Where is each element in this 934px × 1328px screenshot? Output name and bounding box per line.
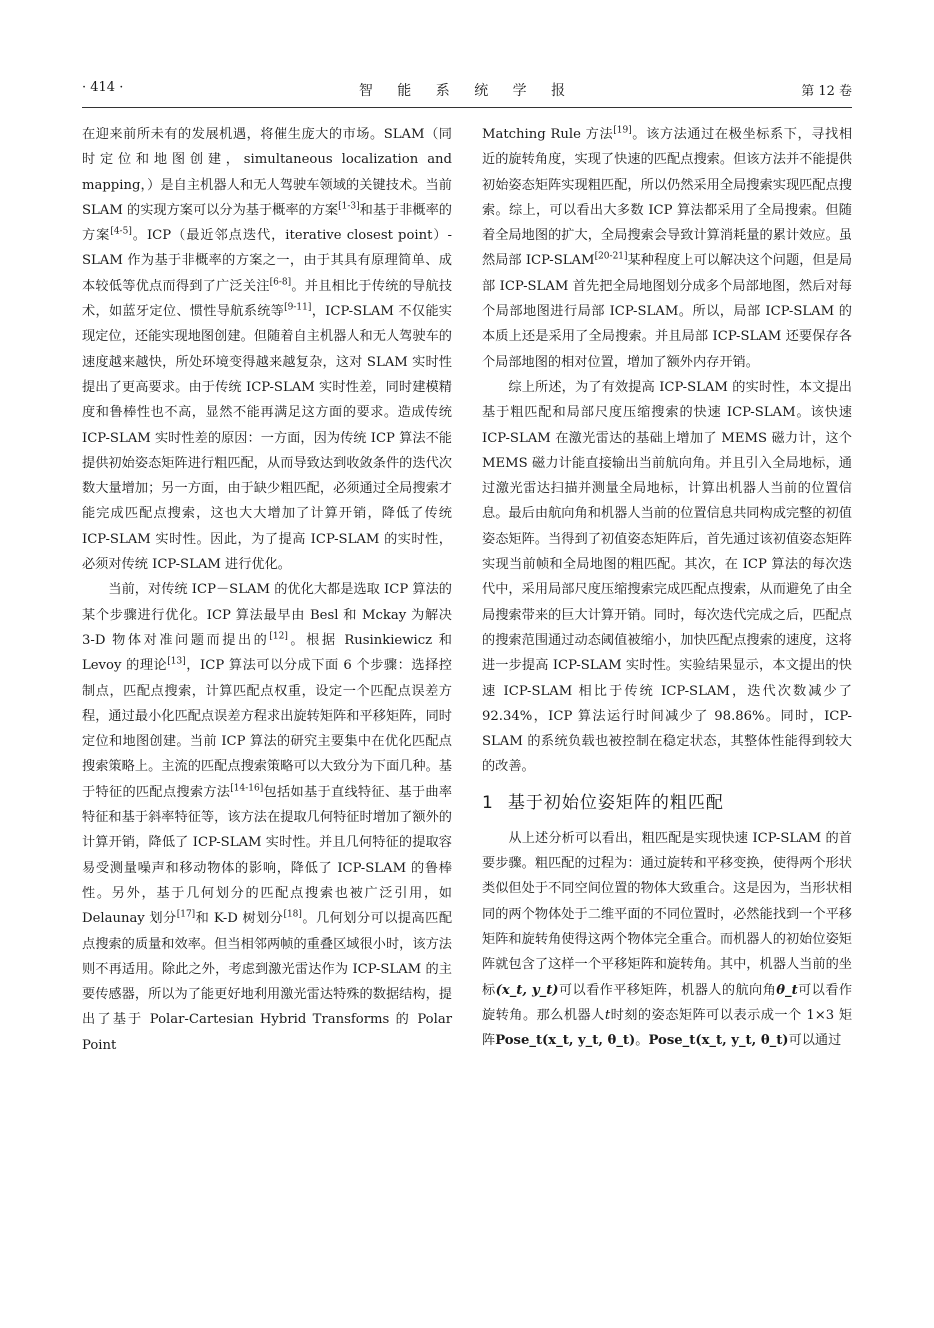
text-run: 和基于非概率的方案 bbox=[82, 202, 452, 244]
running-header bbox=[82, 80, 852, 104]
citation: [1-3] bbox=[338, 201, 360, 212]
paragraph-icp-optimization bbox=[82, 577, 452, 1058]
text-run: Matching Rule 方法 bbox=[482, 127, 614, 142]
text-run: 。几何划分可以提高匹配点搜索的质量和效率。但当相邻两帧的重叠区域很小时，该方法则不再适用。除此之外，考虑到激光雷达作为 ICP-SLAM 的主要传感器，所以为了能更好地利用激光雷达特殊的数据结构，提出了基于 Polar-Cartesian Hybrid Transforms 的 Polar Point bbox=[82, 911, 453, 1053]
paragraph-coarse-matching bbox=[482, 826, 852, 1054]
text-run: 在迎来前所未有的发展机遇，将催生庞大的市场。SLAM（同时定位和地图创建，simultaneous localization and mapping，）是自主机器人和无人驾驶车领域的关键技术。当前 SLAM 的实现方案可以分为基于概率的方案 bbox=[82, 127, 452, 218]
text-run: 和 K-D 树划分 bbox=[195, 911, 284, 927]
right-column bbox=[482, 122, 852, 1053]
text-run: ，ICP 算法可以分成下面 6 个步骤：选择控制点，匹配点搜索，计算匹配点权重，设定一个匹配点误差方程，通过最小化匹配点误差方程求出旋转矩阵和平移矩阵，同时定位和地图创建。当前 ICP 算法的研究主要集中在优化匹配点搜索策略上。主流的匹配点搜索策略可以大致分为下面几种。基于特征的匹配点搜索方法 bbox=[82, 658, 452, 800]
text-run: 某种程度上可以解决这个问题，但是局部 ICP-SLAM 首先把全局地图划分成多个局部地图，然后对每个局部地图进行局部 ICP-SLAM。所以，局部 ICP-SLAM 的本质上还是采用了全局搜索。并且局部 ICP-SLAM 还要保存各个局部地图的相对位置，增加了额外内存开销。 bbox=[482, 253, 853, 370]
text-run: 。根据 Rusinkiewicz 和 Levoy 的理论 bbox=[82, 632, 452, 674]
math-theta: θ_t bbox=[776, 982, 798, 998]
section-number: 1 bbox=[482, 792, 494, 813]
header-rule bbox=[82, 107, 852, 108]
text-run: 可以看作旋转角。那么机器人 bbox=[482, 982, 853, 1023]
page-number: · 414 · bbox=[82, 80, 124, 95]
left-column bbox=[82, 122, 452, 1058]
math-t: t bbox=[604, 1007, 611, 1023]
text-run: 时刻的姿态矩阵可以表示成一个 1×3 矩阵 bbox=[482, 1007, 853, 1049]
citation: [6-8] bbox=[269, 277, 292, 288]
paragraph-summary: 综上所述，为了有效提高 ICP-SLAM 的实时性，本文提出基于粗匹配和局部尺度压缩搜索的快速 ICP-SLAM。该快速 ICP-SLAM 在激光雷达的基础上增加了 MEMS 磁力计，这个 MEMS 磁力计能直接输出当前航向角。并且引入全局地标，通过激光雷达扫描并测量全局地标，计算出机器人当前的位置信息。最后由航向角和机器人当前的位置信息共同构成完整的初值姿态矩阵。当得到了初值姿态矩阵后，首先通过该初值姿态矩阵实现当前帧和全局地图的粗匹配。其次，在 ICP 算法的每次迭代中，采用局部尺度压缩搜索完成匹配点搜索，从而避免了由全局搜索带来的巨大计算开销。同时，每次迭代完成之后，匹配点的搜索范围通过动态阈值被缩小，加快匹配点搜索的速度，这将进一步提高 ICP-SLAM 实时性。实验结果显示，本文提出的快速 ICP-SLAM 相比于传统 ICP-SLAM，迭代次数减少了 92.34%，ICP 算法运行时间减少了 98.86%。同时，ICP-SLAM 的系统负载也被控制在稳定状态，其整体性能得到较大的改善。 bbox=[482, 379, 852, 775]
citation: [20-21] bbox=[594, 252, 628, 263]
paragraph-matching-rule bbox=[482, 122, 852, 375]
math-coordinate: (x_t, y_t) bbox=[495, 982, 559, 998]
citation: [4-5] bbox=[110, 226, 132, 237]
volume-label: 第 12 卷 bbox=[801, 84, 852, 99]
text-run: 包括如基于直线特征、基于曲率特征和基于斜率特征等，该方法在提取几何特征时增加了额外的计算开销，降低了 ICP-SLAM 实时性。并且几何特征的提取容易受测量噪声和移动物体的影响，降低了 ICP-SLAM 的鲁棒性。另外，基于几何划分的匹配点搜索也被广泛引用，如 Delaunay 划分 bbox=[82, 784, 453, 927]
math-pose: Pose_t(x_t, y_t, θ_t) bbox=[648, 1033, 789, 1049]
text-run: 。该方法通过在极坐标系下，寻找相近的旋转角度，实现了快速的匹配点搜索。但该方法并不能提供初始姿态矩阵实现粗匹配，所以仍然采用全局搜索实现匹配点搜索。综上，可以看出大多数 ICP 算法都采用了全局搜索。但随着全局地图的扩大，全局搜索会导致计算消耗量的累计效应。虽然局部 ICP-SLAM bbox=[482, 127, 853, 269]
citation: [19] bbox=[613, 125, 632, 136]
text-run: 。 bbox=[635, 1033, 649, 1049]
text-run: 。并且相比于传统的导航技术，如蓝牙定位、惯性导航系统等 bbox=[82, 278, 453, 320]
citation: [14-16] bbox=[230, 783, 264, 794]
citation: [17] bbox=[176, 909, 196, 920]
text-run: ，ICP-SLAM 不仅能实现定位，还能实现地图创建。但随着自主机器人和无人驾驶车的速度越来越快，所处环境变得越来越复杂，这对 SLAM 实时性提出了更高要求。由于传统 ICP-SLAM 实时性差，同时建模精度和鲁棒性也不高，显然不能再满足这方面的要求。造成传统 ICP-SLAM 实时性差的原因：一方面，因为传统 ICP 算法不能提供初始姿态矩阵进行粗匹配，从而导致达到收敛条件的迭代次数大量增加；另一方面，由于缺少粗匹配，必须通过全局搜索才能完成匹配点搜索，这也大大增加了计算开销，降低了传统 ICP-SLAM 实时性。因此，为了提高 ICP-SLAM 的实时性，必须对传统 ICP-SLAM 进行优化。 bbox=[82, 304, 452, 573]
text-run: 可以通过 bbox=[788, 1033, 842, 1049]
math-pose: Pose_t(x_t, y_t, θ_t) bbox=[495, 1033, 636, 1049]
section-heading bbox=[482, 788, 852, 818]
citation: [13] bbox=[167, 656, 186, 667]
paragraph-intro bbox=[82, 122, 452, 577]
citation: [9-11] bbox=[284, 302, 312, 313]
text-run: 当前，对传统 ICP－SLAM 的优化大都是选取 ICP 算法的某个步骤进行优化。ICP 算法最早由 Besl 和 Mckay 为解决 3-D 物体对准问题而提出的 bbox=[82, 582, 452, 648]
journal-title: 智 能 系 统 学 报 bbox=[358, 83, 576, 99]
citation: [12] bbox=[269, 631, 288, 642]
section-title: 基于初始位姿矩阵的粗匹配 bbox=[507, 792, 724, 813]
citation: [18] bbox=[283, 909, 302, 920]
text-run: 。ICP（最近邻点迭代，iterative closest point）-SLAM 作为基于非概率的方案之一，由于其具有原理简单、成本较低等优点而得到了广泛关注 bbox=[82, 228, 452, 294]
text-run: 可以看作平移矩阵，机器人的航向角 bbox=[558, 982, 777, 998]
text-run: 从上述分析可以看出，粗匹配是实现快速 ICP-SLAM 的首要步骤。粗匹配的过程为：通过旋转和平移变换，使得两个形状类似但处于不同空间位置的物体大致重合。这是因为，当形状相同的两个物体处于二维平面的不同位置时，必然能找到一个平移矩阵和旋转角使得这两个物体完全重合。而机器人的初始位姿矩阵就包含了这样一个平移矩阵和旋转角。其中，机器人当前的坐标 bbox=[482, 830, 852, 998]
